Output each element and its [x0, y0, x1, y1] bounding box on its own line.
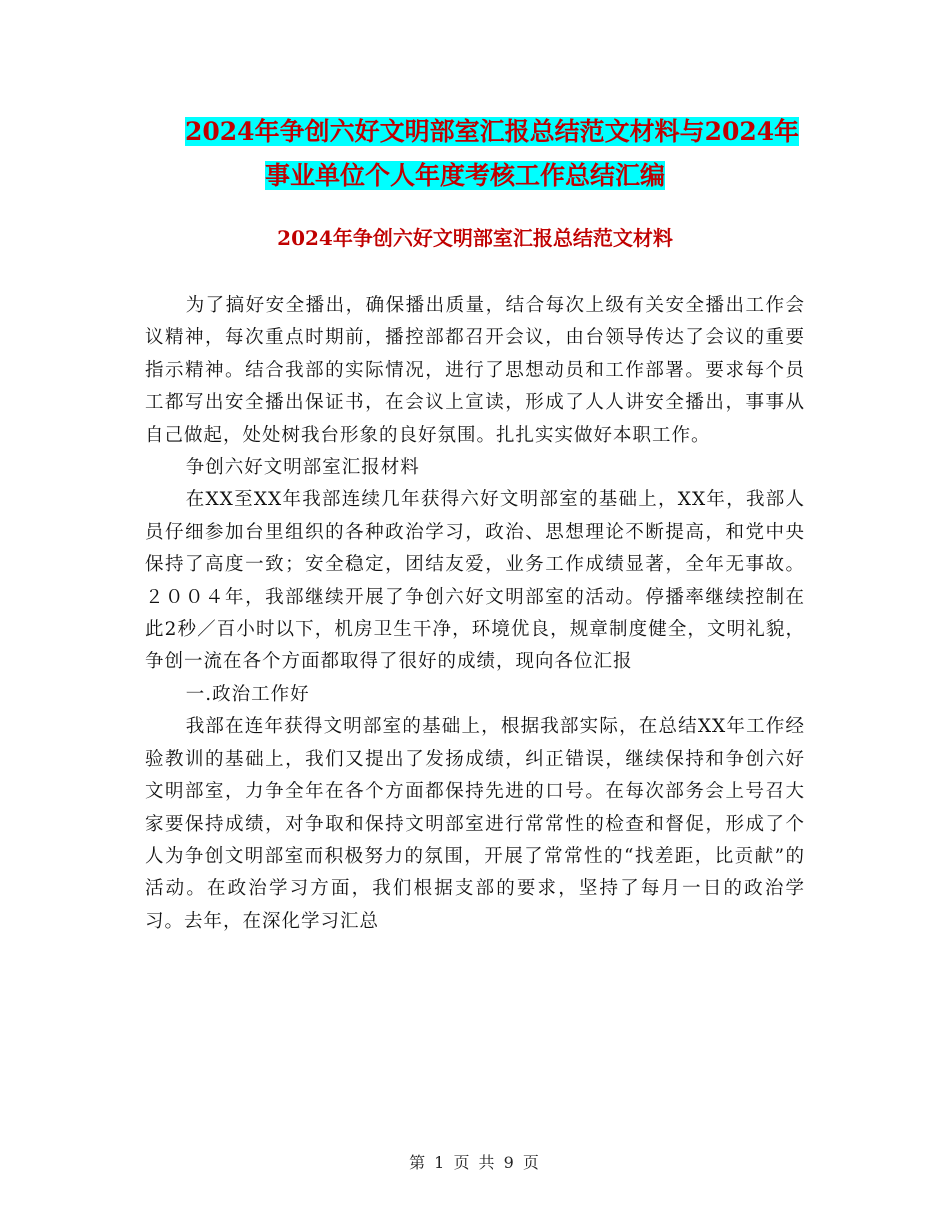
paragraph-5: 我部在连年获得文明部室的基础上，根据我部实际，在总结XX年工作经验教训的基础上，我们又提出了发扬成绩，纠正错误，继续保持和争创六好文明部室，力争全年在各个方面都保持先进的口号。在每次部务会上号召大家要保持成绩，对争取和保持文明部室进行常常性的检查和督促，形成了个人为争创文明部室而积极努力的氛围，开展了常常性的“找差距，比贡献”的活动。在政治学习方面，我们根据支部的要求，坚持了每月一日的政治学习。去年，在深化学习汇总: [145, 716, 805, 932]
page-footer: 第 1 页 共 9 页: [409, 1153, 541, 1172]
paragraph-4: 一.政治工作好: [185, 683, 310, 705]
paragraph-3: 在XX至XX年我部连续几年获得六好文明部室的基础上，XX年，我部人员仔细参加台里组织的各种政治学习，政治、思想理论不断提高，和党中央保持了高度一致；安全稳定，团结友爱，业务工作成绩显著，全年无事故。２００４年，我部继续开展了争创六好文明部室的活动。停播率继续控制在此2秒／百小时以下，机房卫生干净，环境优良，规章制度健全，文明礼貌，争创一流在各个方面都取得了很好的成绩，现向各位汇报: [145, 489, 805, 673]
document-title: [145, 110, 825, 198]
section-title: 2024年争创六好文明部室汇报总结范文材料: [277, 226, 673, 250]
document-body: [145, 290, 805, 938]
paragraph-2: 争创六好文明部室汇报材料: [185, 457, 420, 479]
title-highlight: 2024年争创六好文明部室汇报总结范文材料与2024年: [185, 117, 800, 146]
title-highlight: 事业单位个人年度考核工作总结汇编: [265, 161, 666, 190]
document-title-line-1: [145, 110, 825, 154]
document-title-line-2: [145, 154, 825, 198]
paragraph-1: 为了搞好安全播出，确保播出质量，结合每次上级有关安全播出工作会议精神，每次重点时期前，播控部都召开会议，由台领导传达了会议的重要指示精神。结合我部的实际情况，进行了思想动员和工作部署。要求每个员工都写出安全播出保证书，在会议上宣读，形成了人人讲安全播出，事事从自己做起，处处树我台形象的良好氛围。扎扎实实做好本职工作。: [145, 295, 805, 446]
